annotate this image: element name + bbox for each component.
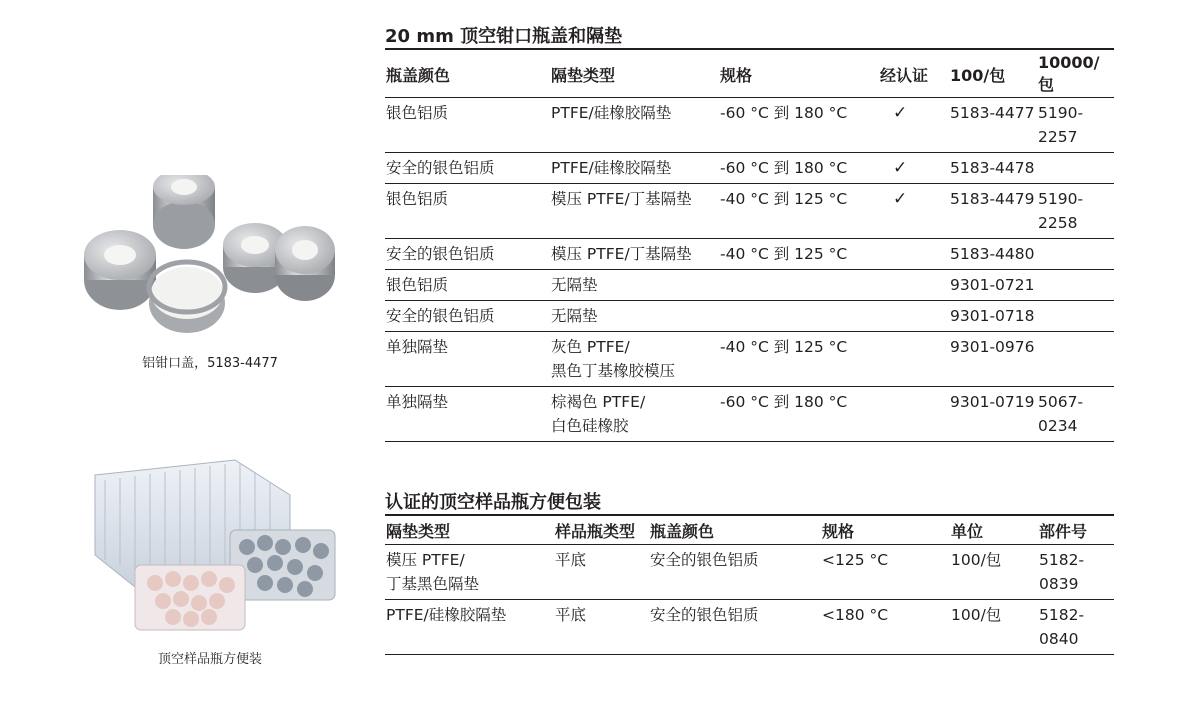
- cell-part-10000: [1037, 270, 1114, 301]
- cell-cap-color: 单独隔垫: [385, 332, 550, 387]
- cell-septum-type: 模压 PTFE/丁基隔垫: [550, 184, 719, 239]
- col-header: 规格: [719, 49, 879, 98]
- cell-cap-color: 单独隔垫: [385, 387, 550, 442]
- crimp-caps-photo: [75, 175, 340, 340]
- col-header: 瓶盖颜色: [385, 49, 550, 98]
- caps-caption: 铝钳口盖，5183-4477: [142, 356, 278, 371]
- col-header: 单位: [950, 515, 1038, 545]
- col-header: 隔垫类型: [550, 49, 719, 98]
- cell-vial-type: 平底: [554, 545, 649, 600]
- kit-caption: 顶空样品瓶方便装: [157, 652, 262, 667]
- table-row: [385, 301, 1114, 332]
- cell-septum-type: PTFE/硅橡胶隔垫: [385, 600, 554, 655]
- cell-cap-color: 安全的银色铝质: [385, 153, 550, 184]
- cell-septum-type: PTFE/硅橡胶隔垫: [550, 98, 719, 153]
- cell-vial-type: 平底: [554, 600, 649, 655]
- cell-part-100: 9301-0719: [949, 387, 1037, 442]
- section1-title: 20 mm 顶空钳口瓶盖和隔垫: [385, 26, 623, 47]
- cell-cap-color: 安全的银色铝质: [649, 600, 821, 655]
- table-row: [385, 239, 1114, 270]
- cell-part-10000: [1037, 239, 1114, 270]
- col-header: 样品瓶类型: [554, 515, 649, 545]
- cell-septum-type: 无隔垫: [550, 301, 719, 332]
- cell-spec: [719, 270, 879, 301]
- cell-spec: -60 °C 到 180 °C: [719, 153, 879, 184]
- cell-part-10000: 5190-2257: [1037, 98, 1114, 153]
- cell-septum-type: PTFE/硅橡胶隔垫: [550, 153, 719, 184]
- cell-cap-color: 银色铝质: [385, 184, 550, 239]
- cell-certified: [879, 270, 949, 301]
- cell-spec: -40 °C 到 125 °C: [719, 332, 879, 387]
- cell-part-10000: [1037, 332, 1114, 387]
- cell-cap-color: 安全的银色铝质: [385, 301, 550, 332]
- cell-part-100: 5183-4480: [949, 239, 1037, 270]
- table-row: [385, 545, 1114, 600]
- cell-septum-type: 模压 PTFE/丁基隔垫: [550, 239, 719, 270]
- cell-certified: [879, 332, 949, 387]
- table-header-row: [385, 515, 1114, 545]
- caps-septa-table: [385, 48, 1114, 442]
- cell-cap-color: 安全的银色铝质: [385, 239, 550, 270]
- col-header: 经认证: [879, 49, 949, 98]
- table-row: [385, 332, 1114, 387]
- cell-spec: -40 °C 到 125 °C: [719, 239, 879, 270]
- cell-part-10000: 5190-2258: [1037, 184, 1114, 239]
- table-row: [385, 270, 1114, 301]
- col-header: 隔垫类型: [385, 515, 554, 545]
- cell-part-100: 9301-0718: [949, 301, 1037, 332]
- cell-certified: [879, 301, 949, 332]
- vial-kit-photo: [85, 455, 350, 640]
- cell-part-100: 9301-0721: [949, 270, 1037, 301]
- col-header: 10000/包: [1037, 49, 1114, 98]
- cell-part-number: 5182-0840: [1038, 600, 1114, 655]
- table-row: [385, 600, 1114, 655]
- cell-spec: -40 °C 到 125 °C: [719, 184, 879, 239]
- cell-cap-color: 银色铝质: [385, 270, 550, 301]
- table-row: [385, 153, 1114, 184]
- cell-certified: [879, 387, 949, 442]
- col-header: 瓶盖颜色: [649, 515, 821, 545]
- cell-part-10000: [1037, 301, 1114, 332]
- cell-part-100: 5183-4478: [949, 153, 1037, 184]
- cell-unit: 100/包: [950, 600, 1038, 655]
- cell-spec: <180 °C: [821, 600, 950, 655]
- cell-cap-color: 安全的银色铝质: [649, 545, 821, 600]
- table-row: [385, 98, 1114, 153]
- cell-septum-type: 无隔垫: [550, 270, 719, 301]
- col-header: 100/包: [949, 49, 1037, 98]
- cell-part-100: 9301-0976: [949, 332, 1037, 387]
- cell-septum-type: 模压 PTFE/ 丁基黑色隔垫: [385, 545, 554, 600]
- cell-spec: <125 °C: [821, 545, 950, 600]
- col-header: 部件号: [1038, 515, 1114, 545]
- cell-certified: [879, 239, 949, 270]
- checkmark-icon: ✓: [879, 98, 949, 153]
- checkmark-icon: ✓: [879, 184, 949, 239]
- cell-part-100: 5183-4477: [949, 98, 1037, 153]
- vial-kit-table: [385, 514, 1114, 655]
- section2-title: 认证的顶空样品瓶方便包装: [385, 492, 601, 513]
- cell-septum-type: 灰色 PTFE/ 黑色丁基橡胶模压: [550, 332, 719, 387]
- cell-part-10000: [1037, 153, 1114, 184]
- cell-cap-color: 银色铝质: [385, 98, 550, 153]
- cell-unit: 100/包: [950, 545, 1038, 600]
- col-header: 规格: [821, 515, 950, 545]
- cell-part-number: 5182-0839: [1038, 545, 1114, 600]
- checkmark-icon: ✓: [879, 153, 949, 184]
- cell-part-10000: 5067-0234: [1037, 387, 1114, 442]
- cell-part-100: 5183-4479: [949, 184, 1037, 239]
- table-header-row: [385, 49, 1114, 98]
- table-row: [385, 184, 1114, 239]
- cell-septum-type: 棕褐色 PTFE/ 白色硅橡胶: [550, 387, 719, 442]
- cell-spec: [719, 301, 879, 332]
- cell-spec: -60 °C 到 180 °C: [719, 387, 879, 442]
- table-row: [385, 387, 1114, 442]
- cell-spec: -60 °C 到 180 °C: [719, 98, 879, 153]
